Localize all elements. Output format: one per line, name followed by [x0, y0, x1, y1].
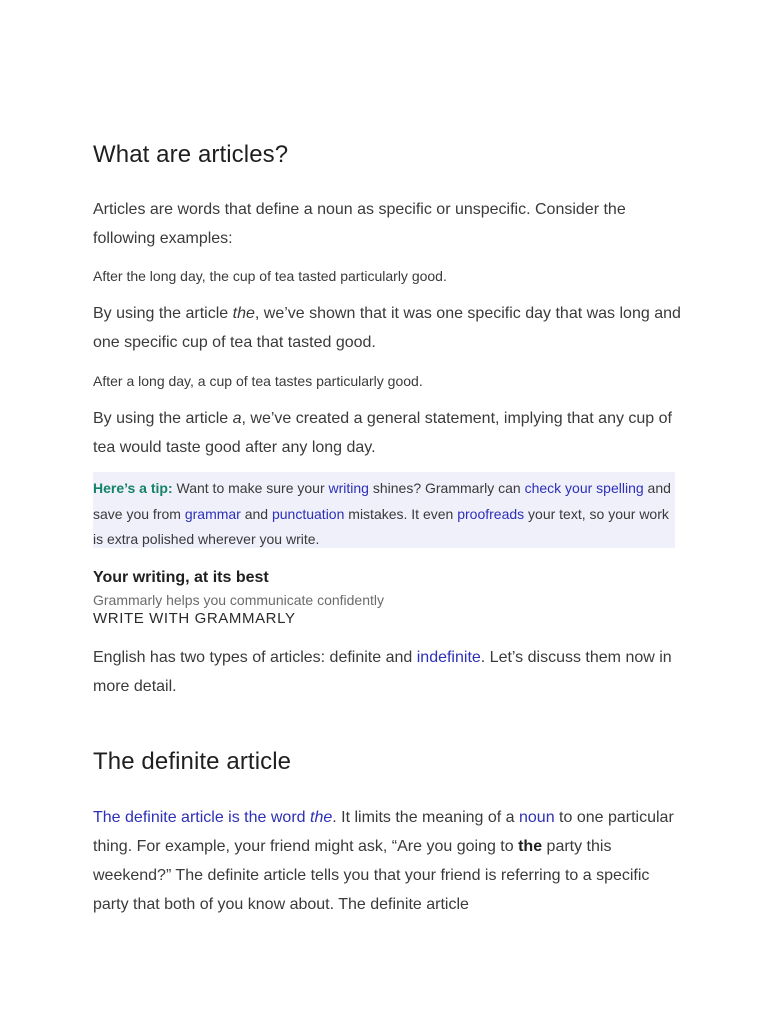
link-writing[interactable]: writing — [328, 480, 369, 496]
tip-text: and save you from — [93, 480, 671, 522]
definite-text: . It limits the meaning of a — [332, 809, 519, 826]
tip-label: Here’s a tip: — [93, 480, 173, 496]
tip-text: and — [240, 505, 272, 522]
example-sentence-2: After a long day, a cup of tea tastes particularly good. — [93, 373, 423, 389]
article-the-italic: the — [232, 305, 255, 322]
article-a-italic: a — [232, 410, 242, 427]
link-definite-article[interactable] — [93, 809, 332, 826]
explanation-2-text-rest: , we’ve created a general statement, implying that any cup of tea would taste good after any long day. — [93, 410, 672, 456]
tip-text: shines? Grammarly can — [368, 480, 525, 496]
link-proofreads[interactable]: proofreads — [457, 505, 525, 522]
link-noun[interactable]: noun — [519, 809, 555, 826]
section-heading-definite-article: The definite article — [93, 748, 292, 775]
link-check-spelling[interactable]: check your spelling — [524, 480, 644, 496]
explanation-2-text: By using the article — [93, 410, 233, 427]
tip-text: Want to make sure your — [172, 480, 329, 496]
link-grammar[interactable]: grammar — [184, 505, 241, 522]
bold-the: the — [518, 838, 543, 855]
tip-callout — [93, 472, 675, 548]
tip-text: your text, so your work is extra polished wherever you write. — [93, 505, 669, 547]
definite-text: to one particular thing. For example, your friend might ask, “Are you going to — [93, 809, 674, 855]
explanation-1-text: By using the article — [93, 305, 233, 322]
intro-text: Articles are words that define a noun as specific or unspecific. Consider the following examples: — [93, 201, 626, 247]
explanation-paragraph-2 — [93, 404, 683, 462]
intro-paragraph — [93, 195, 683, 253]
promo-subtitle: Grammarly helps you communicate confidently — [93, 592, 385, 608]
section-heading-articles: What are articles? — [93, 141, 289, 168]
explanation-1-text-rest: , we’ve shown that it was one specific day that was long and one specific cup of tea that tasted good. — [93, 305, 681, 351]
link-punctuation[interactable]: punctuation — [271, 505, 345, 522]
definite-article-link-text[interactable]: The definite article is the word — [93, 809, 310, 826]
types-text: English has two types of articles: definite and — [93, 649, 417, 666]
explanation-paragraph-1 — [93, 299, 683, 357]
promo-title: Your writing, at its best — [93, 569, 269, 586]
article-types-paragraph — [93, 643, 683, 701]
definite-article-paragraph — [93, 803, 683, 919]
types-text-rest: . Let’s discuss them now in more detail. — [93, 649, 672, 695]
link-indefinite[interactable]: indefinite — [416, 649, 481, 666]
tip-text: mistakes. It even — [344, 505, 458, 522]
example-sentence-1: After the long day, the cup of tea tasted particularly good. — [93, 268, 447, 284]
article-the-italic[interactable]: the — [310, 809, 333, 826]
definite-text: party this weekend?” The definite article tells you that your friend is referring to a specific party that both of you know about. The definite article — [93, 838, 650, 913]
write-with-grammarly-button[interactable]: WRITE WITH GRAMMARLY — [93, 610, 296, 627]
